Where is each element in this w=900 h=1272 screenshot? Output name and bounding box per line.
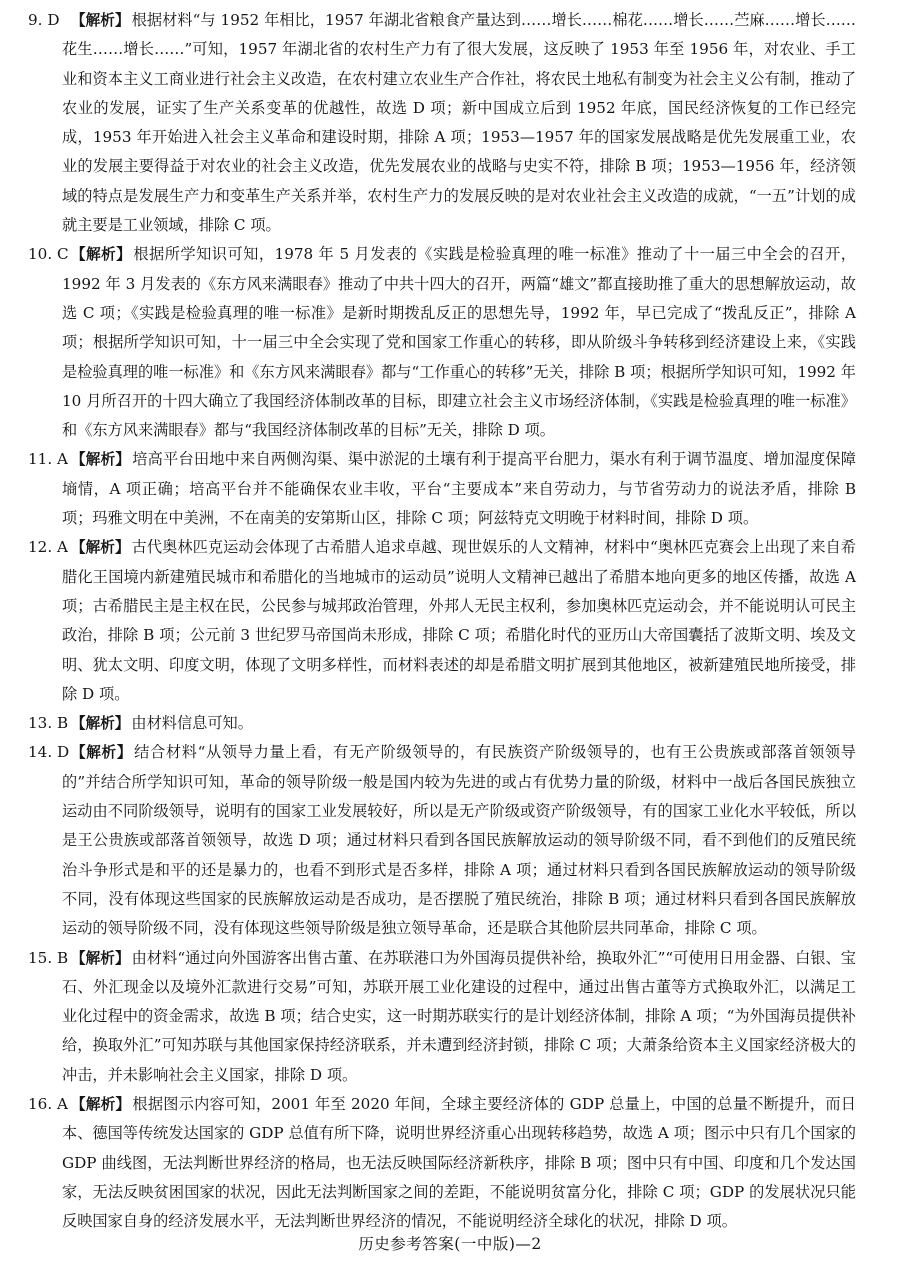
answer-item-14: [28, 738, 856, 943]
question-number: 9. D: [28, 11, 60, 29]
analysis-text: 古代奥林匹克运动会体现了古希腊人追求卓越、现世娱乐的人文精神，材料中“奥林匹克赛会上出现了来自希腊化王国境内新建殖民城市和希腊化的当地城市的运动员”说明人文精神已越出了希腊本地向更多的地区传播，故选 A 项；古希腊民主是主权在民，公民参与城邦政治管理，外邦人无民主权利，参加奥林匹克运动会，并不能说明认可民主政治，排除 B 项；公元前 3 世纪罗马帝国尚未形成，排除 C 项；希腊化时代的亚历山大帝国囊括了波斯文明、埃及文明、犹太文明、印度文明，体现了文明多样性，而材料表述的却是希腊文明扩展到其他地区，被新建殖民地所接受，排除 D 项。: [62, 538, 856, 703]
analysis-text: 根据图示内容可知，2001 年至 2020 年间，全球主要经济体的 GDP 总量上，中国的总量不断提升，而日本、德国等传统发达国家的 GDP 总值有所下降，说明世界经济重心出现转移趋势，故选 A 项；图示中只有几个国家的 GDP 曲线图，无法判断世界经济的格局，也无法反映国际经济新秩序，排除 B 项；图中只有中国、印度和几个发达国家，无法反映贫困国家的状况，因此无法判断国家之间的差距，不能说明贫富分化，排除 C 项；GDP 的发展状况只能反映国家自身的经济发展水平，无法判断世界经济的情况，不能说明经济全球化的状况，排除 D 项。: [62, 1094, 856, 1231]
analysis-tag: 【解析】: [71, 1095, 131, 1113]
answer-item-12: [28, 533, 856, 709]
analysis-text: 根据材料“与 1952 年相比，1957 年湖北省粮食产量达到……增长……棉花……增长……苎麻……增长……花生……增长……”可知，1957 年湖北省的农村生产力有了很大发展，这反映了 1953 年至 1956 年，对农业、手工业和资本主义工商业进行社会主义改造，在农村建立农业生产合作社，将农民土地私有制变为社会主义公有制，推动了农业的发展，证实了生产关系变革的优越性，故选 D 项；新中国成立后到 1952 年底，国民经济恢复的工作已经完成，1953 年开始进入社会主义革命和建设时期，排除 A 项；1953—1957 年的国家发展战略是优先发展重工业，农业的发展主要得益于对农业的社会主义改造，优先发展农业的战略与史实不符，排除 B 项；1953—1956 年，经济领域的特点是发展生产力和变革生产关系并举，农村生产力的发展反映的是对农业社会主义改造的成就，“一五”计划的成就主要是工业领域，排除 C 项。: [62, 11, 856, 235]
question-number: 10. C: [28, 245, 69, 264]
analysis-text: 由材料“通过向外国游客出售古董、在苏联港口为外国海员提供补给，换取外汇”“可使用日用金器、白银、宝石、外汇现金以及境外汇款进行交易”可知，苏联开展工业化建设的过程中，通过出售古董等方式换取外汇，以满足工业化过程中的资金需求，故选 B 项；结合史实，这一时期苏联实行的是计划经济体制，排除 A 项；“为外国海员提供补给，换取外汇”可知苏联与其他国家保持经济联系，并未遭到经济封锁，排除 C 项；大萧条给资本主义国家经济极大的冲击，并未影响社会主义国家，排除 D 项。: [62, 948, 856, 1084]
question-number: 16. A: [28, 1094, 68, 1113]
answer-item-9: [28, 6, 856, 240]
analysis-text: 结合材料“从领导力量上看，有无产阶级领导的，有民族资产阶级领导的，也有王公贵族或部落首领领导的”并结合所学知识可知，革命的领导阶级一般是国内较为先进的或占有优势力量的阶级，材料中一战后各国民族独立运动由不同阶级领导，说明有的国家工业发展较好，所以是无产阶级或资产阶级领导，有的国家工业化水平较低，所以是王公贵族或部落首领领导，故选 D 项；通过材料只看到各国民族解放运动的领导阶级不同，看不到他们的反殖民统治斗争形式是和平的还是暴力的，也看不到形式是否多样，排除 A 项；通过材料只看到各国民族解放运动的领导阶级不同，没有体现这些国家的民族解放运动是否成功，是否摆脱了殖民统治，排除 B 项；通过材料只看到各国民族解放运动的领导阶级不同，没有体现这些领导阶级是独立领导革命，还是联合其他阶层共同革命，排除 C 项。: [62, 743, 856, 938]
question-number: 11. A: [28, 450, 68, 469]
answer-item-11: [28, 445, 856, 533]
question-number: 12. A: [28, 538, 68, 557]
question-number: 14. D: [28, 743, 70, 762]
analysis-text: 根据所学知识可知，1978 年 5 月发表的《实践是检验真理的唯一标准》推动了十一届三中全会的召开，1992 年 3 月发表的《东方风来满眼春》推动了中共十四大的召开，两篇“雄文”都直接助推了重大的思想解放运动，故选 C 项；《实践是检验真理的唯一标准》是新时期拨乱反正的思想先导，1992 年，早已完成了“拨乱反正”，排除 A 项；根据所学知识可知，十一届三中全会实现了党和国家工作重心的转移，即从阶级斗争转移到经济建设上来，《实践是检验真理的唯一标准》和《东方风来满眼春》都与“工作重心的转移”无关，排除 B 项；根据所学知识可知，1992 年 10 月所召开的十四大确立了我国经济体制改革的目标，即建立社会主义市场经济体制，《实践是检验真理的唯一标准》和《东方风来满眼春》都与“我国经济体制改革的目标”无关，排除 D 项。: [62, 245, 856, 440]
analysis-tag: 【解析】: [71, 12, 130, 29]
analysis-tag: 【解析】: [71, 949, 130, 967]
answer-item-15: [28, 944, 856, 1090]
answer-item-10: [28, 240, 856, 445]
analysis-tag: 【解析】: [71, 246, 132, 264]
question-number: 13. B: [28, 714, 69, 733]
analysis-tag: 【解析】: [71, 451, 131, 469]
answer-document: [28, 6, 856, 1236]
analysis-tag: 【解析】: [71, 539, 130, 557]
analysis-text: 由材料信息可知。: [131, 714, 253, 733]
question-number: 15. B: [28, 948, 69, 967]
page-footer: 历史参考答案(一中版)—2: [358, 1235, 542, 1253]
analysis-tag: 【解析】: [71, 744, 133, 762]
analysis-text: 培高平台田地中来自两侧沟渠、渠中淤泥的土壤有利于提高平台肥力，渠水有利于调节温度、增加湿度保障墒情，A 项正确；培高平台并不能确保农业丰收，平台“主要成本”来自劳动力，与节省劳动力的说法矛盾，排除 B 项；玛雅文明在中美洲，不在南美的安第斯山区，排除 C 项；阿兹特克文明晚于材料时间，排除 D 项。: [62, 450, 856, 528]
answer-item-13: [28, 709, 856, 738]
answer-item-16: [28, 1090, 856, 1236]
analysis-tag: 【解析】: [71, 715, 130, 733]
